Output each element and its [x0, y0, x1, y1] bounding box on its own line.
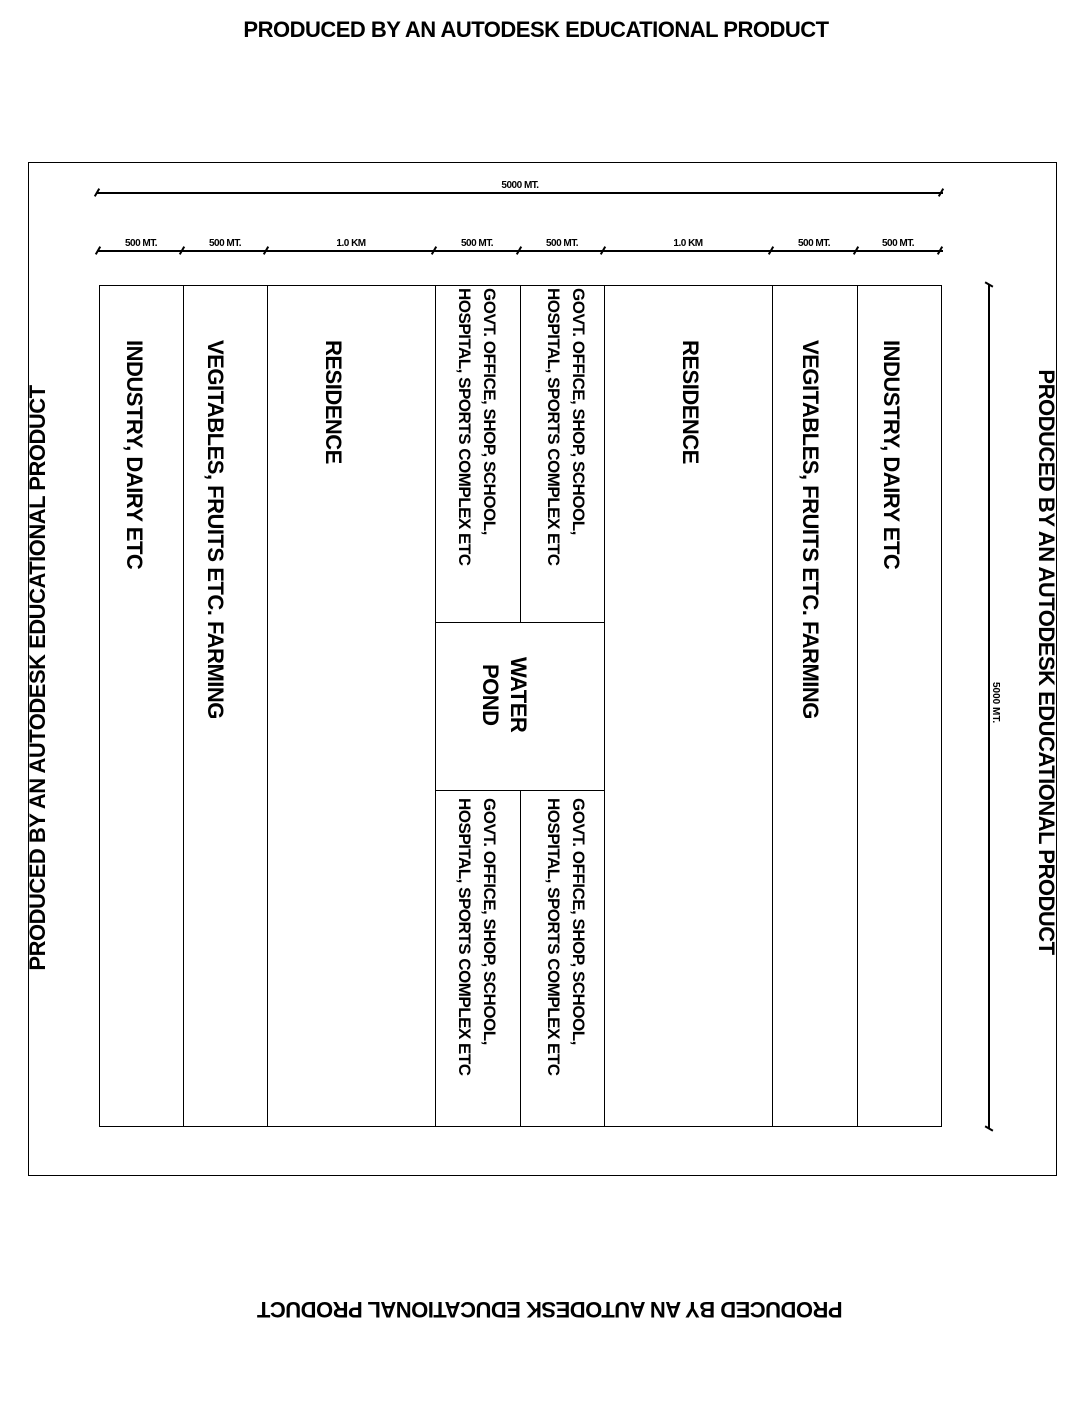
label-farming-right: VEGITABLES, FRUITS ETC. FARMING	[798, 340, 823, 719]
dimension-label: 5000 MT.	[501, 180, 539, 191]
label-line: GOVT. OFFICE, SHOP, SCHOOL,	[480, 798, 499, 1045]
watermark-right: PRODUCED BY AN AUTODESK EDUCATIONAL PRODUCT	[1034, 369, 1059, 955]
dimension-label: 500 MT.	[124, 238, 158, 249]
watermark-bottom: PRODUCED BY AN AUTODESK EDUCATIONAL PRODUCT	[257, 1297, 843, 1322]
label-industry-left: INDUSTRY, DAIRY ETC	[122, 340, 147, 570]
dimension-label: 500 MT.	[797, 238, 831, 249]
dimension-label: 500 MT.	[881, 238, 915, 249]
label-residence-left: RESIDENCE	[321, 340, 346, 464]
dimension-label: 1.0 KM	[673, 238, 703, 249]
label-line: GOVT. OFFICE, SHOP, SCHOOL,	[480, 288, 499, 535]
label-govt-bottom-right	[541, 798, 591, 1076]
watermark-top: PRODUCED BY AN AUTODESK EDUCATIONAL PRODUCT	[243, 17, 829, 42]
label-industry-right: INDUSTRY, DAIRY ETC	[879, 340, 904, 570]
label-water-pond	[476, 657, 532, 732]
label-line: WATER	[506, 657, 531, 733]
label-govt-top-left	[452, 288, 502, 566]
label-line: POND	[478, 663, 503, 726]
watermark-left: PRODUCED BY AN AUTODESK EDUCATIONAL PRODUCT	[25, 385, 50, 971]
label-govt-top-right	[541, 288, 591, 566]
label-line: HOSPITAL, SPORTS COMPLEX ETC	[544, 798, 563, 1076]
label-line: GOVT. OFFICE, SHOP, SCHOOL,	[569, 288, 588, 535]
zone-residence-left	[267, 285, 436, 1127]
label-residence-right: RESIDENCE	[678, 340, 703, 464]
label-line: HOSPITAL, SPORTS COMPLEX ETC	[544, 288, 563, 566]
label-line: HOSPITAL, SPORTS COMPLEX ETC	[455, 798, 474, 1076]
dimension-label: 5000 MT.	[990, 682, 1001, 724]
dimension-label: 500 MT.	[208, 238, 242, 249]
label-farming-left: VEGITABLES, FRUITS ETC. FARMING	[203, 340, 228, 719]
dimension-label: 1.0 KM	[336, 238, 366, 249]
label-govt-bottom-left	[452, 798, 502, 1076]
label-line: HOSPITAL, SPORTS COMPLEX ETC	[455, 288, 474, 566]
label-line: GOVT. OFFICE, SHOP, SCHOOL,	[569, 798, 588, 1045]
dimension-label: 500 MT.	[545, 238, 579, 249]
dimension-label: 500 MT.	[460, 238, 494, 249]
